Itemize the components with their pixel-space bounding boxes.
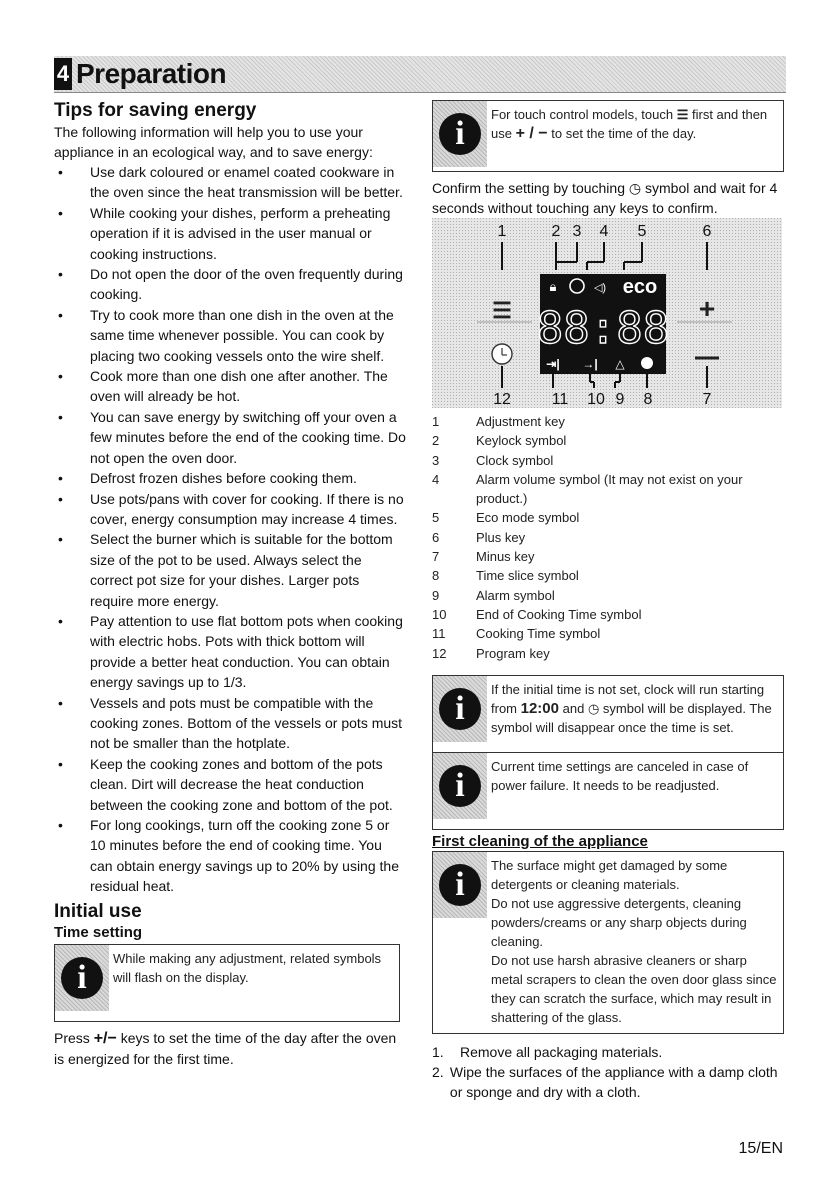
- tips-intro: The following information will help you to use your appliance in an ecological way, and to save energy:: [54, 124, 373, 160]
- callout-number: 2: [551, 223, 561, 240]
- callout-number: 8: [643, 391, 653, 408]
- legend-row: 3 Clock symbol: [432, 452, 554, 468]
- legend-row: 9 Alarm symbol: [432, 587, 555, 603]
- keylock-icon: 🔒︎: [549, 279, 557, 294]
- legend-row: 4 Alarm volume symbol (It may not exist on your product.): [432, 471, 743, 507]
- info-note-initial-time: i If the initial time is not set, clock will run starting from 12:00 and ◷ symbol will be displayed. The symbol will disappear once the time is set.: [433, 676, 783, 753]
- left-column: [54, 100, 406, 1069]
- list-item: • Use pots/pans with cover for cooking. If there is no cover, energy consumption may increase 4 times.: [54, 489, 406, 530]
- info-note-power: i Current time settings are canceled in case of power failure. It needs to be readjusted.: [433, 753, 783, 829]
- legend-row: 7 Minus key: [432, 549, 535, 565]
- callout-number: 11: [551, 391, 569, 408]
- list-item: • While cooking your dishes, perform a preheating operation if it is advised in the user manual or cooking instructions.: [54, 203, 406, 264]
- callout-number: 6: [702, 223, 712, 240]
- eco-symbol: eco: [622, 276, 658, 298]
- symbol-legend: [432, 412, 784, 663]
- list-item: • Keep the cooking zones and bottom of the pots clean. Dirt will decrease the heat conduction between the cooking zone and bottom of the pot.: [54, 754, 406, 815]
- list-item: • Vessels and pots must be compatible with the cooking zones. Bottom of the vessels or pots must not be smaller than the hotplate.: [54, 693, 406, 754]
- info-note-touch: i For touch control models, touch ☰ first and then use + / − to set the time of the day.: [432, 100, 784, 172]
- legend-row: 10 End of Cooking Time symbol: [432, 606, 642, 622]
- digital-time: 88:88: [536, 303, 670, 354]
- cleaning-steps: [432, 1042, 784, 1102]
- info-icon: i: [433, 101, 487, 167]
- initial-time-value: 12:00: [520, 699, 559, 717]
- list-item: • Cook more than one dish one after another. The oven will already be hot.: [54, 366, 406, 407]
- callout-number: 1: [497, 223, 507, 240]
- plus-minus-icon: +/−: [93, 1029, 117, 1047]
- info-note-cleaning: i The surface might get damaged by some detergents or cleaning materials. Do not use aggressive detergents, cleaning powders/creams or any sharp objects during cleaning. Do not use harsh abrasive cleaners or sharp metal scrapers to clean the oven door glass since they can scratch the surface, which may result in shattering of the glass.: [432, 851, 784, 1034]
- adjustment-key-icon: ☰: [492, 298, 512, 323]
- list-item: • Do not open the door of the oven frequently during cooking.: [54, 264, 406, 305]
- callout-number: 3: [572, 223, 582, 240]
- first-cleaning-heading: First cleaning of the appliance: [432, 832, 648, 850]
- cooking-time-icon: ⇥|: [546, 357, 560, 371]
- list-item: • Try to cook more than one dish in the oven at the same time whenever possible. You can cook by placing two cooking vessels onto the wire shelf.: [54, 305, 406, 366]
- list-item: • Pay attention to use flat bottom pots when cooking with electric hobs. Pots with thick bottom will provide a better heat conduction. You can obtain energy savings up to 1/3.: [54, 611, 406, 693]
- chapter-number: 4: [54, 58, 72, 90]
- clock-icon: ◷: [628, 180, 642, 196]
- plus-key-icon: +: [698, 293, 716, 324]
- info-icon: i: [55, 945, 109, 1011]
- callout-number: 10: [587, 391, 605, 408]
- info-icon: i: [433, 852, 487, 918]
- chapter-title: Preparation: [76, 58, 227, 89]
- menu-icon: ☰: [676, 107, 689, 122]
- info-icon: i: [433, 676, 487, 742]
- plus-minus-icon: + / −: [515, 125, 548, 142]
- legend-row: 11 Cooking Time symbol: [432, 626, 601, 642]
- note-group: [432, 675, 784, 830]
- time-setting-heading: Time setting: [54, 923, 143, 941]
- tips-list: [54, 162, 406, 897]
- legend-row: 8 Time slice symbol: [432, 568, 579, 584]
- clock-icon: ◷: [587, 700, 600, 716]
- chapter-header: [54, 56, 786, 93]
- confirm-instruction: Confirm the setting by touching ◷ symbol and wait for 4 seconds without touching any keys to confirm.: [432, 180, 778, 216]
- control-panel-diagram: [432, 218, 782, 408]
- right-column: [432, 100, 784, 1102]
- list-item: • Defrost frozen dishes before cooking them.: [54, 468, 406, 488]
- legend-row: 2 Keylock symbol: [432, 433, 567, 449]
- time-slice-icon: [641, 357, 653, 369]
- alarm-icon: △: [615, 357, 625, 371]
- legend-row: 1 Adjustment key: [432, 414, 565, 429]
- list-item: • For long cookings, turn off the cooking zone 5 or 10 minutes before the end of cooking time. You can obtain energy savings up to 20% by using the residual heat.: [54, 815, 406, 897]
- list-item: 1. Remove all packaging materials.: [432, 1043, 663, 1060]
- note-text: While making any adjustment, related symbols will flash on the display.: [113, 950, 382, 985]
- list-item: 2. Wipe the surfaces of the appliance with a damp cloth or sponge and dry with a cloth.: [432, 1063, 778, 1100]
- info-icon: i: [433, 753, 487, 819]
- list-item: • Use dark coloured or enamel coated cookware in the oven since the heat transmission will be better.: [54, 162, 406, 203]
- initial-use-heading: Initial use: [54, 900, 142, 922]
- press-instruction: Press +/− keys to set the time of the day after the oven is energized for the first time.: [54, 1029, 397, 1067]
- callout-number: 12: [493, 391, 511, 408]
- callout-number: 5: [637, 223, 647, 240]
- info-note-flash: [54, 944, 400, 1022]
- end-time-icon: →|: [582, 357, 598, 371]
- list-item: • You can save energy by switching off your oven a few minutes before the end of the cooking time. Do not open the oven door.: [54, 407, 406, 468]
- callout-number: 7: [702, 391, 712, 408]
- legend-row: 5 Eco mode symbol: [432, 510, 580, 526]
- callout-number: 4: [599, 223, 609, 240]
- list-item: • Select the burner which is suitable for the bottom size of the pot to be used. Always select the correct pot size for your dishes. Larger pots require more energy.: [54, 529, 406, 611]
- legend-row: 6 Plus key: [432, 529, 526, 545]
- legend-row: 12 Program key: [432, 645, 550, 661]
- page-number: 15/EN: [738, 1140, 783, 1157]
- volume-icon: ◁): [593, 282, 607, 294]
- callout-number: 9: [615, 391, 625, 408]
- tips-heading: Tips for saving energy: [54, 100, 257, 121]
